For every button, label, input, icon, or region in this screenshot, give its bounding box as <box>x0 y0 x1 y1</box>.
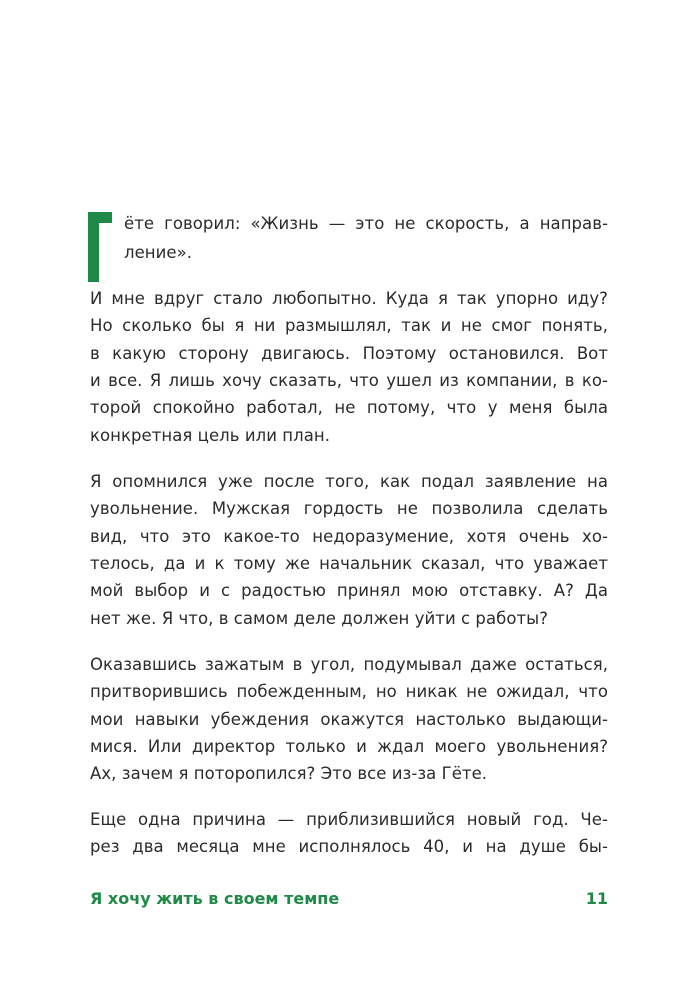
text-line-21: рез два месяца мне исполнялось 40, и на душе бы- <box>90 837 608 856</box>
text-line-5: в какую сторону двигаюсь. Поэтому остановился. Вот <box>90 344 608 363</box>
text-line-18: мися. Или директор только и ждал моего увольнения? <box>90 737 608 756</box>
text-line-11: вид, что это какое-то недоразумение, хотя очень хо- <box>90 527 608 546</box>
text-line-2: ление». <box>124 243 193 262</box>
text-line-4: Но сколько бы я ни размышлял, так и не смог понять, <box>90 316 608 335</box>
text-line-16: притворившись побежденным, но никак не ожидал, что <box>90 682 608 701</box>
text-line-12: телось, да и к тому же начальник сказал, что уважает <box>90 554 608 573</box>
text-line-8: конкретная цель или план. <box>90 426 330 445</box>
text-line-20: Еще одна причина — приблизившийся новый год. Че- <box>90 810 608 829</box>
text-line-6: и все. Я лишь хочу сказать, что ушел из компании, в ко- <box>90 371 608 390</box>
text-line-19: Ах, зачем я поторопился? Это все из-за Гёте. <box>90 764 488 783</box>
text-line-15: Оказавшись зажатым в угол, подумывал даже остаться, <box>90 655 608 674</box>
text-line-3: И мне вдруг стало любопытно. Куда я так упорно иду? <box>90 289 608 308</box>
text-line-9: Я опомнился уже после того, как подал заявление на <box>90 472 608 491</box>
text-line-7: торой спокойно работал, не потому, что у меня была <box>90 398 608 417</box>
page-number: 11 <box>585 889 608 908</box>
running-footer-title: Я хочу жить в своем темпе <box>90 889 340 908</box>
text-line-13: мой выбор и с радостью принял мою отставку. А? Да <box>90 581 608 600</box>
text-line-10: увольнение. Мужская гордость не позволила сделать <box>90 499 608 518</box>
dropcap-letter-graphic <box>88 212 112 282</box>
text-line-1: ёте говорил: «Жизнь — это не скорость, а направ- <box>124 214 608 233</box>
text-line-14: нет же. Я что, в самом деле должен уйти с работы? <box>90 609 549 628</box>
text-line-17: мои навыки убеждения окажутся настолько выдающи- <box>90 710 608 729</box>
